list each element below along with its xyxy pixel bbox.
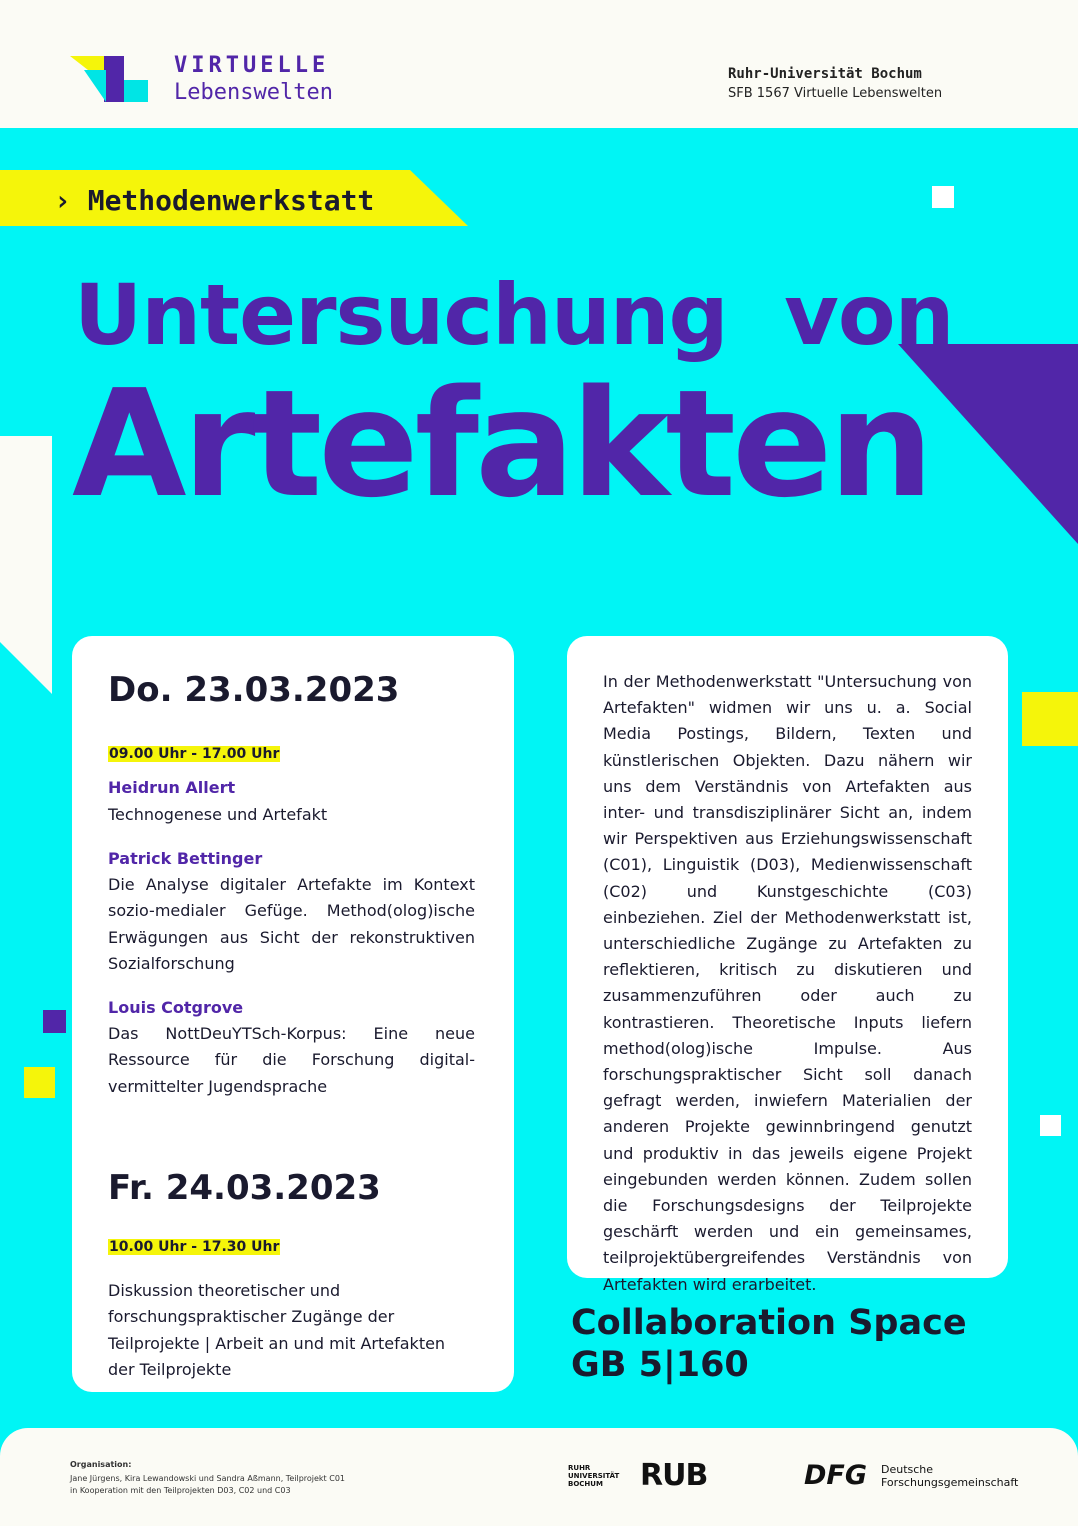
event-description: In der Methodenwerkstatt "Untersuchung von Artefakten" widmen wir uns u. a. Social Media Postings, Bildern, Texten und künstlerischen Objekten. Dazu nähern wir uns dem Verständnis von Artefakten aus inter- und transdisziplinärer Sicht an, indem wir Perspektiven aus Erziehungswissenschaft (C01), Linguistik (D03), Medienwissenschaft (C02) und Kunstgeschichte (C03) einbeziehen. Ziel der Methodenwerkstatt ist, unterschiedliche Zugänge zu Artefakten zu reflektieren, kritisch zu diskutieren und zusammenzuführen oder auch zu kontrastieren. Theoretische Inputs liefern method(olog)ische Impulse. Aus forschungspraktischer Sicht soll danach gefragt werden, inwiefern Materialien der anderen Projekte gewinnbringend genutzt und produktiv in das jeweils eigene Projekt eingebunden werden können. Zudem sollen die Forschungsdesigns der Teilprojekte geschärft werden und ein gemeinsames, teilprojektübergreifendes Verständnis von Artefakten wird erarbeitet.	[603, 672, 972, 1294]
yellow-square-deco-left	[24, 1067, 55, 1098]
logo-title: VIRTUELLE	[174, 53, 330, 78]
university-name: Ruhr-Universität Bochum	[728, 66, 922, 82]
speaker-name: Heidrun Allert	[108, 778, 236, 797]
day2-description: Diskussion theoretischer und forschungspraktischer Zugänge der Teilprojekte | Arbeit an und mit Artefakten der Teilprojekte	[108, 1281, 446, 1379]
header	[0, 0, 1078, 128]
description-card	[567, 636, 1008, 1294]
organisation-cooperation: in Kooperation mit den Teilprojekten D03, C02 und C03	[70, 1486, 291, 1495]
sfb-name: SFB 1567 Virtuelle Lebenswelten	[728, 86, 943, 101]
organisation-names: Jane Jürgens, Kira Lewandowski und Sandra Aßmann, Teilprojekt C01	[70, 1474, 345, 1483]
title-line-1: Untersuchung von	[74, 266, 954, 364]
talk-title: Technogenese und Artefakt	[108, 805, 328, 824]
yellow-block-deco-right	[1022, 692, 1078, 746]
day2-time: 10.00 Uhr - 17.30 Uhr	[109, 1239, 280, 1255]
white-square-deco-1	[932, 186, 954, 208]
talk-title: Die Analyse digitaler Artefakte im Kontext sozio-medialer Gefüge. Method(olog)ische Erwägungen aus Sicht der rekonstruktiven Sozialforschung	[108, 875, 475, 973]
white-wedge-deco	[0, 436, 52, 696]
location-room-number: GB 5|160	[571, 1345, 749, 1385]
logo-subtitle: Lebenswelten	[174, 80, 333, 105]
day1-date: Do. 23.03.2023	[108, 670, 400, 710]
location	[571, 1302, 967, 1386]
location-room-name: Collaboration Space	[571, 1303, 967, 1343]
speaker-name: Louis Cotgrove	[108, 998, 244, 1017]
white-square-deco-2	[1040, 1115, 1061, 1136]
dfg-logo: DFG	[804, 1460, 868, 1491]
rub-logo: RUB	[640, 1458, 708, 1493]
program-card	[72, 636, 514, 1392]
organisation-label: Organisation:	[70, 1460, 132, 1469]
logo-mark-icon	[70, 56, 150, 104]
title-line-2: Artefakten	[72, 358, 930, 530]
dfg-name: Deutsche Forschungsgemeinschaft	[881, 1463, 1019, 1489]
day2-date: Fr. 24.03.2023	[108, 1168, 381, 1208]
purple-square-deco	[43, 1010, 66, 1033]
talk-title: Das NottDeuYTSch-Korpus: Eine neue Ressource für die Forschung digital-vermittelter Jugendsprache	[108, 1024, 475, 1096]
day1-time: 09.00 Uhr - 17.00 Uhr	[109, 746, 280, 762]
banner-label: › Methodenwerkstatt	[54, 184, 375, 217]
speaker-name: Patrick Bettinger	[108, 849, 263, 868]
rub-logo-wordmark: RUHR UNIVERSITÄT BOCHUM	[568, 1464, 620, 1488]
